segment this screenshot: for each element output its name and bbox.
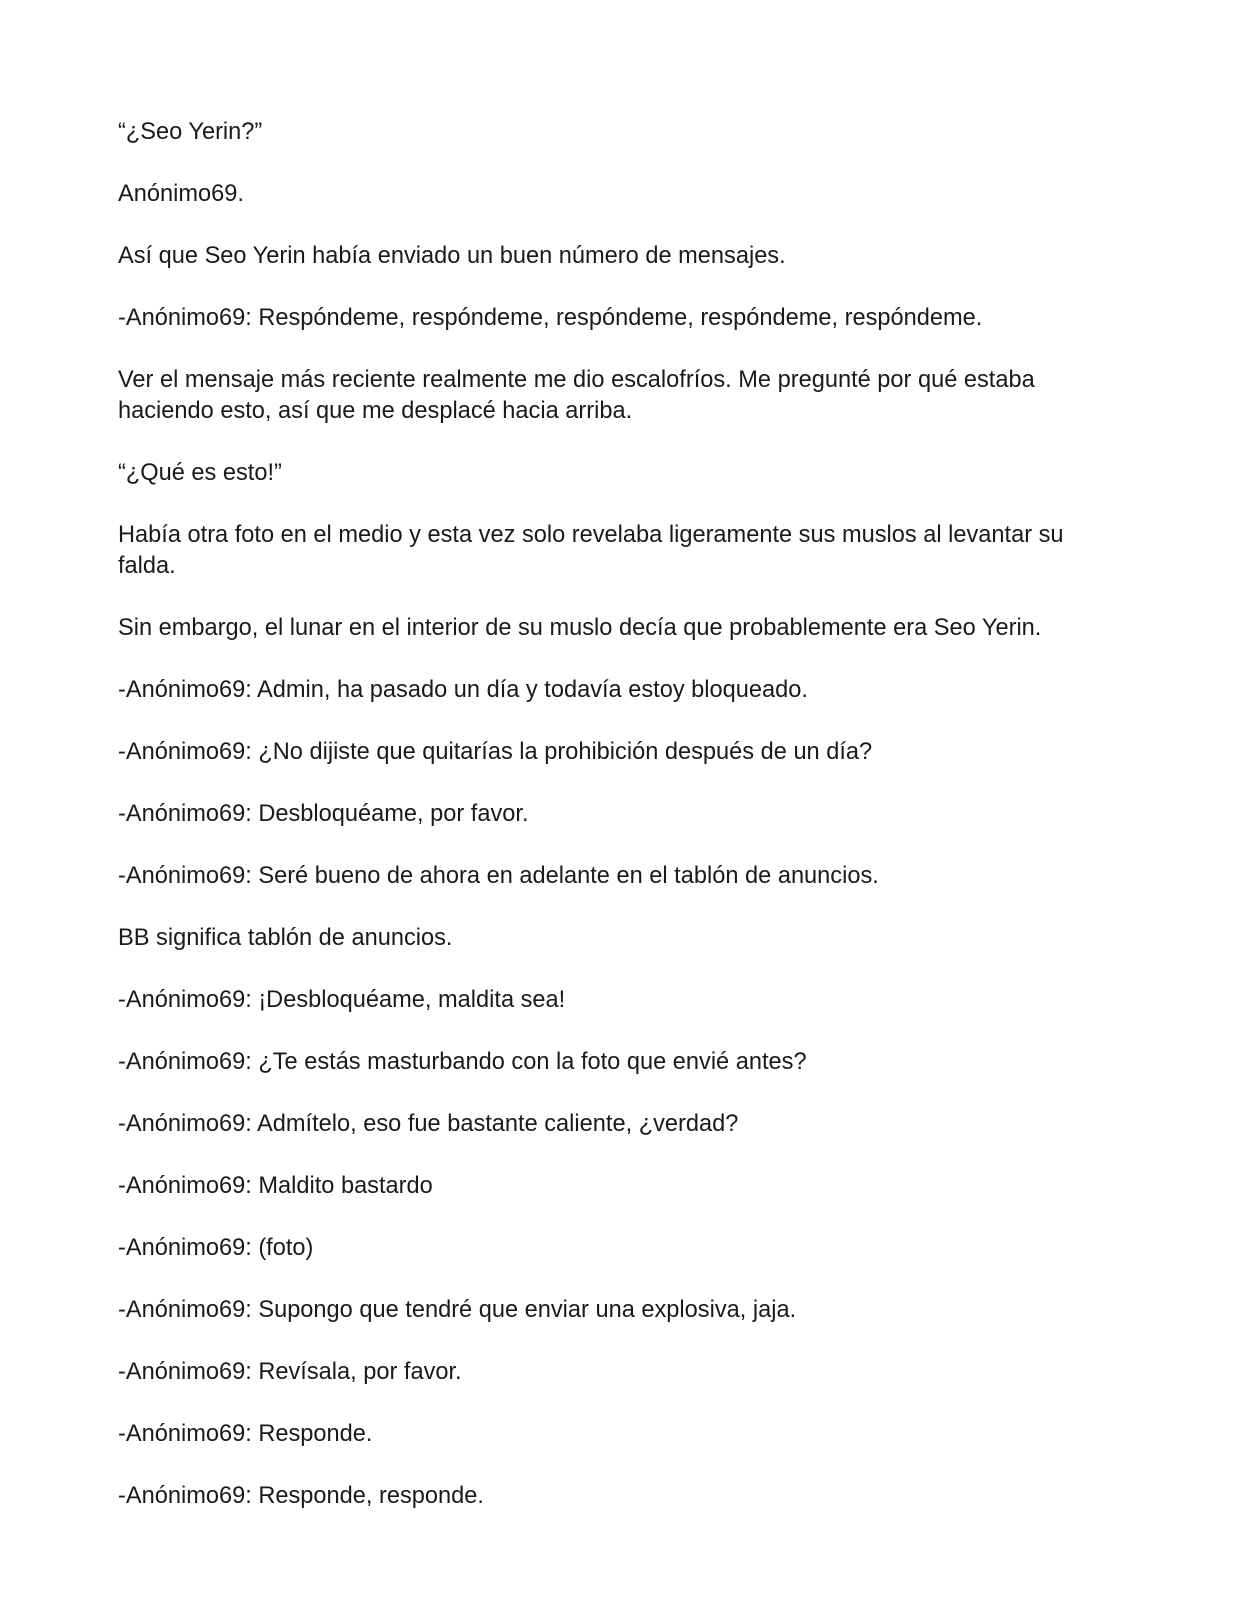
paragraph-20: -Anónimo69: Revísala, por favor. [118,1359,462,1385]
paragraph-17: -Anónimo69: Maldito bastardo [118,1173,433,1199]
paragraph-3: Así que Seo Yerin había enviado un buen número de mensajes. [118,243,786,269]
paragraph-14: -Anónimo69: ¡Desbloquéame, maldita sea! [118,987,566,1013]
paragraph-18: -Anónimo69: (foto) [118,1235,314,1261]
paragraph-6: “¿Qué es esto!” [118,460,282,486]
paragraph-16: -Anónimo69: Admítelo, eso fue bastante caliente, ¿verdad? [118,1111,739,1137]
paragraph-10: -Anónimo69: ¿No dijiste que quitarías la prohibición después de un día? [118,739,873,765]
paragraph-5: Ver el mensaje más reciente realmente me dio escalofríos. Me pregunté por qué estaba haciendo esto, así que me desplacé hacia arriba. [118,367,1042,424]
paragraph-1: “¿Seo Yerin?” [118,119,263,145]
paragraph-13: BB significa tablón de anuncios. [118,925,453,951]
paragraph-12: -Anónimo69: Seré bueno de ahora en adelante en el tablón de anuncios. [118,863,879,889]
document-body [118,117,1118,1543]
paragraph-9: -Anónimo69: Admin, ha pasado un día y todavía estoy bloqueado. [118,677,808,703]
paragraph-11: -Anónimo69: Desbloquéame, por favor. [118,801,529,827]
paragraph-22: -Anónimo69: Responde, responde. [118,1483,484,1509]
paragraph-21: -Anónimo69: Responde. [118,1421,373,1447]
paragraph-19: -Anónimo69: Supongo que tendré que enviar una explosiva, jaja. [118,1297,797,1323]
paragraph-7: Había otra foto en el medio y esta vez solo revelaba ligeramente sus muslos al levantar su falda. [118,522,1071,579]
paragraph-8: Sin embargo, el lunar en el interior de su muslo decía que probablemente era Seo Yerin. [118,615,1042,641]
paragraph-15: -Anónimo69: ¿Te estás masturbando con la foto que envié antes? [118,1049,807,1075]
paragraph-2: Anónimo69. [118,181,244,207]
paragraph-4: -Anónimo69: Respóndeme, respóndeme, respóndeme, respóndeme, respóndeme. [118,305,983,331]
